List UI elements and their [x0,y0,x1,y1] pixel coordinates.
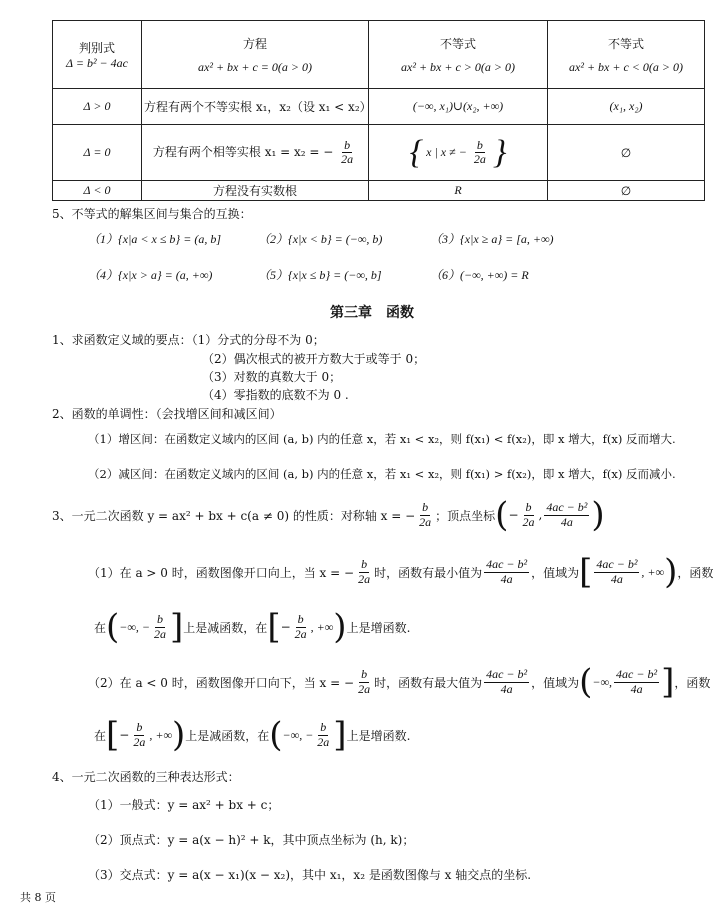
denominator: 2a [133,734,146,749]
case-2-line1 [88,662,711,702]
section-3-title: 3、一元二次函数 y = ax² + bx + c(a ≠ 0) 的性质：对称轴 x = − $\frac{b}{2a}$ ；顶点坐标 ( − $\frac{b}{2a}$ , $\frac{\text{4ac − b²}}{4a}$ ) [52,495,605,535]
interval-item: （4）{x|x > a} = (a, +∞) [88,268,213,282]
fraction [484,558,529,585]
fraction [152,613,168,640]
text: ，函数 [677,565,714,580]
denominator: 2a [358,681,371,696]
cell-text: x | x ≠ − [426,144,467,159]
header-formula: Δ = b² − 4ac [66,55,128,70]
fraction [614,668,659,695]
text: , +∞ [641,564,665,579]
numerator: 4ac − b² [486,667,528,682]
fraction [417,501,433,528]
fraction [594,558,639,585]
header-label: 不等式 [607,36,644,51]
vertex-form: （2）顶点式：y = a(x − h)² + k，其中顶点坐标为 (h, k)； [88,833,415,847]
equation-cell [142,125,369,181]
discriminant-table [52,20,705,201]
text: − [508,508,519,522]
header-ineq-gt [369,21,548,89]
section-5-title: 5、不等式的解集区间与集合的互换： [52,207,252,221]
numerator: b [361,557,368,572]
text: −∞, [592,674,613,689]
general-form: （1）一般式：y = ax² + bx + c； [88,798,280,812]
text: 在 [94,620,107,635]
section-1-title: 1、求函数定义域的要点：（1）分式的分母不为 0； [52,333,325,347]
page-count-footer: 共 8 页 [20,891,56,904]
cell-text: 方程有两个相等实根 x₁ = x₂ = − [152,145,334,159]
text: 3、一元二次函数 y = ax² + bx + c(a ≠ 0) 的性质：对称轴 x = − [52,508,416,523]
denominator: 4a [630,681,643,696]
text: 上是减函数，在 [183,620,268,635]
numerator: b [136,720,143,735]
text: 上是增函数. [346,728,411,743]
numerator: b [476,137,483,152]
numerator: b [525,500,532,515]
fraction [544,501,589,528]
fraction [131,721,147,748]
header-formula: ax² + bx + c < 0(a > 0) [569,59,683,74]
ineq-lt-cell: ∅ [548,181,705,201]
ineq-gt-cell [369,125,548,181]
denominator: 2a [473,152,486,166]
text: − [119,728,130,742]
section-1-line: （4）零指数的底数不为 0 . [202,388,349,402]
bracket-left: [ [106,715,120,755]
text: （2）在 a < 0 时，函数图像开口向下，当 x = − [88,675,355,690]
section-1-line: （2）偶次根式的被开方数大于或等于 0； [202,352,426,366]
interval-item: （1）{x|a < x ≤ b} = (a, b] [88,232,221,246]
header-label: 方程 [242,36,267,51]
interval-item: （2）{x|x < b} = (−∞, b) [258,232,383,246]
denominator: 2a [294,626,307,641]
text: 时，函数有最小值为 [374,565,483,580]
text: 时，函数有最大值为 [374,675,483,690]
case-2-line2 [94,715,411,755]
denominator: 2a [154,626,167,641]
text: 上是增函数. [346,620,411,635]
denominator: 2a [522,514,535,529]
bracket-right: ] [170,607,184,647]
table-row [53,125,705,181]
ineq-lt-cell: ∅ [548,125,705,181]
interval-item: （5）{x|x ≤ b} = (−∞, b] [258,268,382,282]
denominator: 4a [610,571,623,586]
text: 在 [94,728,107,743]
table-row [53,89,705,125]
denominator: 4a [500,571,513,586]
case-1-line2 [94,607,411,647]
chapter-title: 第三章 函数 [330,305,414,321]
text: ，函数 [674,675,711,690]
fraction [293,613,309,640]
numerator: 4ac − b² [546,500,588,515]
table-row [53,181,705,201]
section-4-title: 4、一元二次函数的三种表达形式： [52,770,240,784]
header-label: 判别式 [78,40,115,55]
bracket-left: [ [579,552,593,592]
text: −∞, − [119,619,151,634]
text: 上是减函数，在 [185,728,270,743]
text: ；顶点坐标 [435,508,496,523]
numerator: b [422,500,429,515]
numerator: 4ac − b² [616,667,658,682]
bracket-left: [ [267,607,281,647]
brace-left: { [409,133,424,171]
delta-cell: Δ < 0 [53,181,142,201]
text: −∞, − [282,727,314,742]
denominator: 2a [341,152,354,166]
case-1-line1 [88,552,714,592]
paren-left: ( [579,662,593,702]
header-equation [142,21,369,89]
fraction [315,721,331,748]
ineq-gt-cell: (−∞, x₁)∪(x₂, +∞) [369,89,548,125]
section-2-title: 2、函数的单调性：（会找增区间和减区间） [52,407,282,421]
numerator: b [157,612,164,627]
denominator: 4a [560,514,573,529]
header-formula: ax² + bx + c = 0(a > 0) [198,59,312,74]
fraction [356,558,372,585]
delta-cell: Δ > 0 [53,89,142,125]
fraction [356,668,372,695]
equation-cell: 方程没有实数根 [142,181,369,201]
ineq-gt-cell: R [369,181,548,201]
numerator: b [361,667,368,682]
ineq-lt-cell: (x₁, x₂) [548,89,705,125]
numerator: b [320,720,327,735]
bracket-right: ] [661,662,675,702]
numerator: b [344,137,351,152]
paren-right: ) [664,552,678,592]
header-discriminant [53,21,142,89]
header-formula: ax² + bx + c > 0(a > 0) [401,59,515,74]
paren-right: ) [591,495,605,535]
fraction [472,139,488,166]
denominator: 2a [317,734,330,749]
text: − [280,620,291,634]
brace-right: } [492,133,507,171]
fraction [484,668,529,695]
text: （1）在 a > 0 时，函数图像开口向上，当 x = − [88,565,355,580]
section-1-line: （3）对数的真数大于 0； [202,370,342,384]
denominator: 4a [500,681,513,696]
paren-left: ( [269,715,283,755]
text: , +∞ [310,619,334,634]
increasing-interval: （1）增区间：在函数定义域内的区间 (a, b) 内的任意 x，若 x₁ < x₂，则 f(x₁) < f(x₂)，即 x 增大，f(x) 反而增大. [88,432,676,446]
delta-cell: Δ = 0 [53,125,142,181]
paren-left: ( [495,495,509,535]
numerator: 4ac − b² [486,557,528,572]
denominator: 2a [419,514,432,529]
table-header-row [53,21,705,89]
intercept-form: （3）交点式：y = a(x − x₁)(x − x₂)，其中 x₁，x₂ 是函数图像与 x 轴交点的坐标. [88,868,532,882]
text: ，值域为 [531,675,580,690]
numerator: 4ac − b² [596,557,638,572]
bracket-right: ] [333,715,347,755]
equation-cell: 方程有两个不等实根 x₁，x₂（设 x₁ < x₂） [142,89,369,125]
paren-right: ) [172,715,186,755]
denominator: 2a [358,571,371,586]
interval-item: （6）(−∞, +∞) = R [430,268,529,282]
header-ineq-lt [548,21,705,89]
decreasing-interval: （2）减区间：在函数定义域内的区间 (a, b) 内的任意 x，若 x₁ < x₂，则 f(x₁) > f(x₂)，即 x 增大，f(x) 反而减小. [88,467,676,481]
numerator: b [297,612,304,627]
text: , +∞ [149,727,172,742]
paren-left: ( [106,607,120,647]
interval-item: （3）{x|x ≥ a} = [a, +∞) [430,232,554,246]
fraction [521,501,537,528]
fraction [339,139,355,166]
header-label: 不等式 [439,36,476,51]
text: ，值域为 [531,565,580,580]
paren-right: ) [333,607,347,647]
